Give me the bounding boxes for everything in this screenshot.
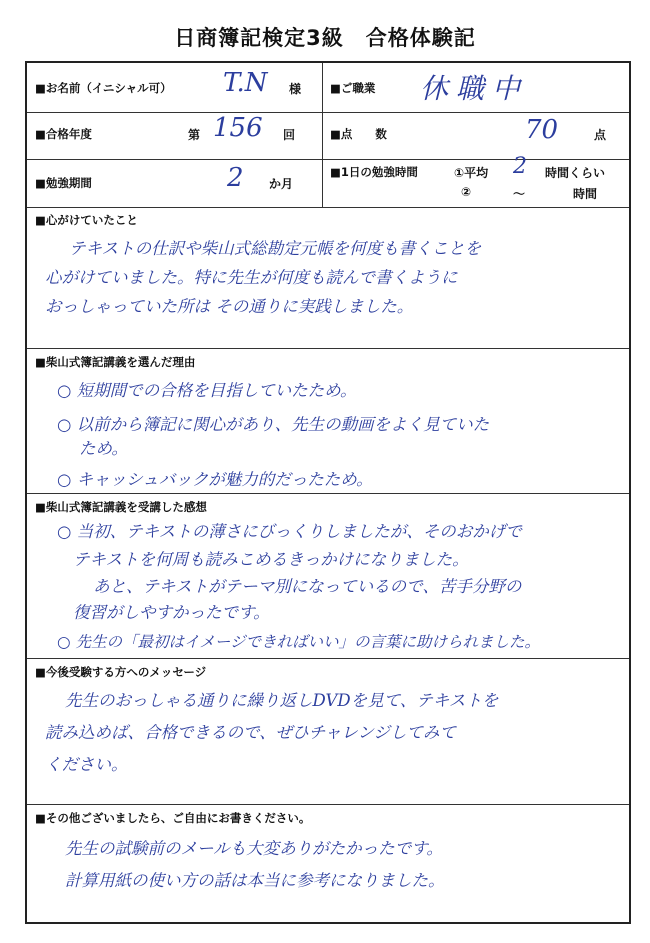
- section-divider: [27, 658, 629, 659]
- kokoro-line: おっしゃっていた所は その通りに実践しました。: [45, 297, 414, 316]
- daily-2-suffix: 時間: [573, 187, 598, 201]
- daily-avg-value: 2: [513, 154, 527, 179]
- period-suffix: か月: [269, 177, 294, 191]
- section-divider: [27, 804, 629, 805]
- reason-line: ○ 短期間での合格を目指していたため。: [57, 381, 357, 400]
- impression-line: 復習がしやすかったです。: [73, 603, 270, 622]
- other-heading: ■その他ございましたら、ご自由にお書きください。: [35, 811, 311, 825]
- reason-line: ○ キャッシュバックが魅力的だったため。: [57, 470, 373, 489]
- kokoro-heading: ■心がけていたこと: [35, 213, 138, 227]
- name-suffix: 様: [289, 82, 302, 96]
- job-value: 休職中: [420, 72, 529, 105]
- reason-line: ため。: [79, 439, 128, 458]
- name-label: ■お名前（イニシャル可）: [35, 81, 172, 95]
- daily-label: ■1日の勉強時間: [330, 165, 418, 179]
- year-value: 156: [213, 113, 263, 143]
- other-line: 先生の試験前のメールも大変ありがたかったです。: [65, 839, 443, 858]
- period-value: 2: [227, 163, 244, 193]
- daily-2-tilde: ～: [513, 187, 526, 201]
- period-label: ■勉強期間: [35, 176, 92, 190]
- impression-line: テキストを何周も読みこめるきっかけになりました。: [73, 550, 469, 569]
- reason-line: ○ 以前から簿記に関心があり、先生の動画をよく見ていた: [57, 415, 490, 434]
- score-value: 70: [525, 115, 559, 145]
- impression-heading: ■柴山式簿記講義を受講した感想: [35, 500, 207, 514]
- score-label: ■点 数: [330, 127, 387, 141]
- impression-line: ○ 当初、テキストの薄さにびっくりしましたが、そのおかげで: [57, 522, 522, 541]
- message-heading: ■今後受験する方へのメッセージ: [35, 665, 207, 679]
- impression-line: あと、テキストがテーマ別になっているので、苦手分野の: [93, 577, 522, 596]
- kokoro-line: テキストの仕訳や柴山式総勘定元帳を何度も書くことを: [69, 239, 482, 258]
- daily-2-label: ②: [461, 185, 472, 199]
- section-divider: [27, 493, 629, 494]
- daily-avg-label: ①平均: [454, 166, 489, 180]
- year-label: ■合格年度: [35, 127, 92, 141]
- kokoro-line: 心がけていました。特に先生が何度も読んで書くように: [45, 268, 458, 287]
- row-divider: [27, 159, 629, 160]
- job-label: ■ご職業: [330, 81, 376, 95]
- row-divider: [27, 207, 629, 208]
- column-divider: [322, 63, 323, 207]
- message-line: 読み込めば、合格できるので、ぜひチャレンジしてみて: [45, 723, 456, 742]
- message-line: 先生のおっしゃる通りに繰り返しDVDを見て、テキストを: [65, 691, 499, 710]
- reason-heading: ■柴山式簿記講義を選んだ理由: [35, 355, 196, 369]
- row-divider: [27, 112, 629, 113]
- impression-line: ○ 先生の「最初はイメージできればいい」の言葉に助けられました。: [57, 633, 540, 651]
- name-value: T.N: [223, 68, 268, 98]
- other-line: 計算用紙の使い方の話は本当に参考になりました。: [65, 871, 445, 890]
- year-prefix: 第: [188, 128, 201, 142]
- daily-avg-suffix: 時間くらい: [545, 166, 606, 180]
- page-title: 日商簿記検定3級 合格体験記: [174, 26, 476, 50]
- message-line: ください。: [45, 755, 128, 774]
- score-suffix: 点: [594, 128, 607, 142]
- year-suffix: 回: [283, 128, 296, 142]
- section-divider: [27, 348, 629, 349]
- survey-form: [25, 61, 631, 924]
